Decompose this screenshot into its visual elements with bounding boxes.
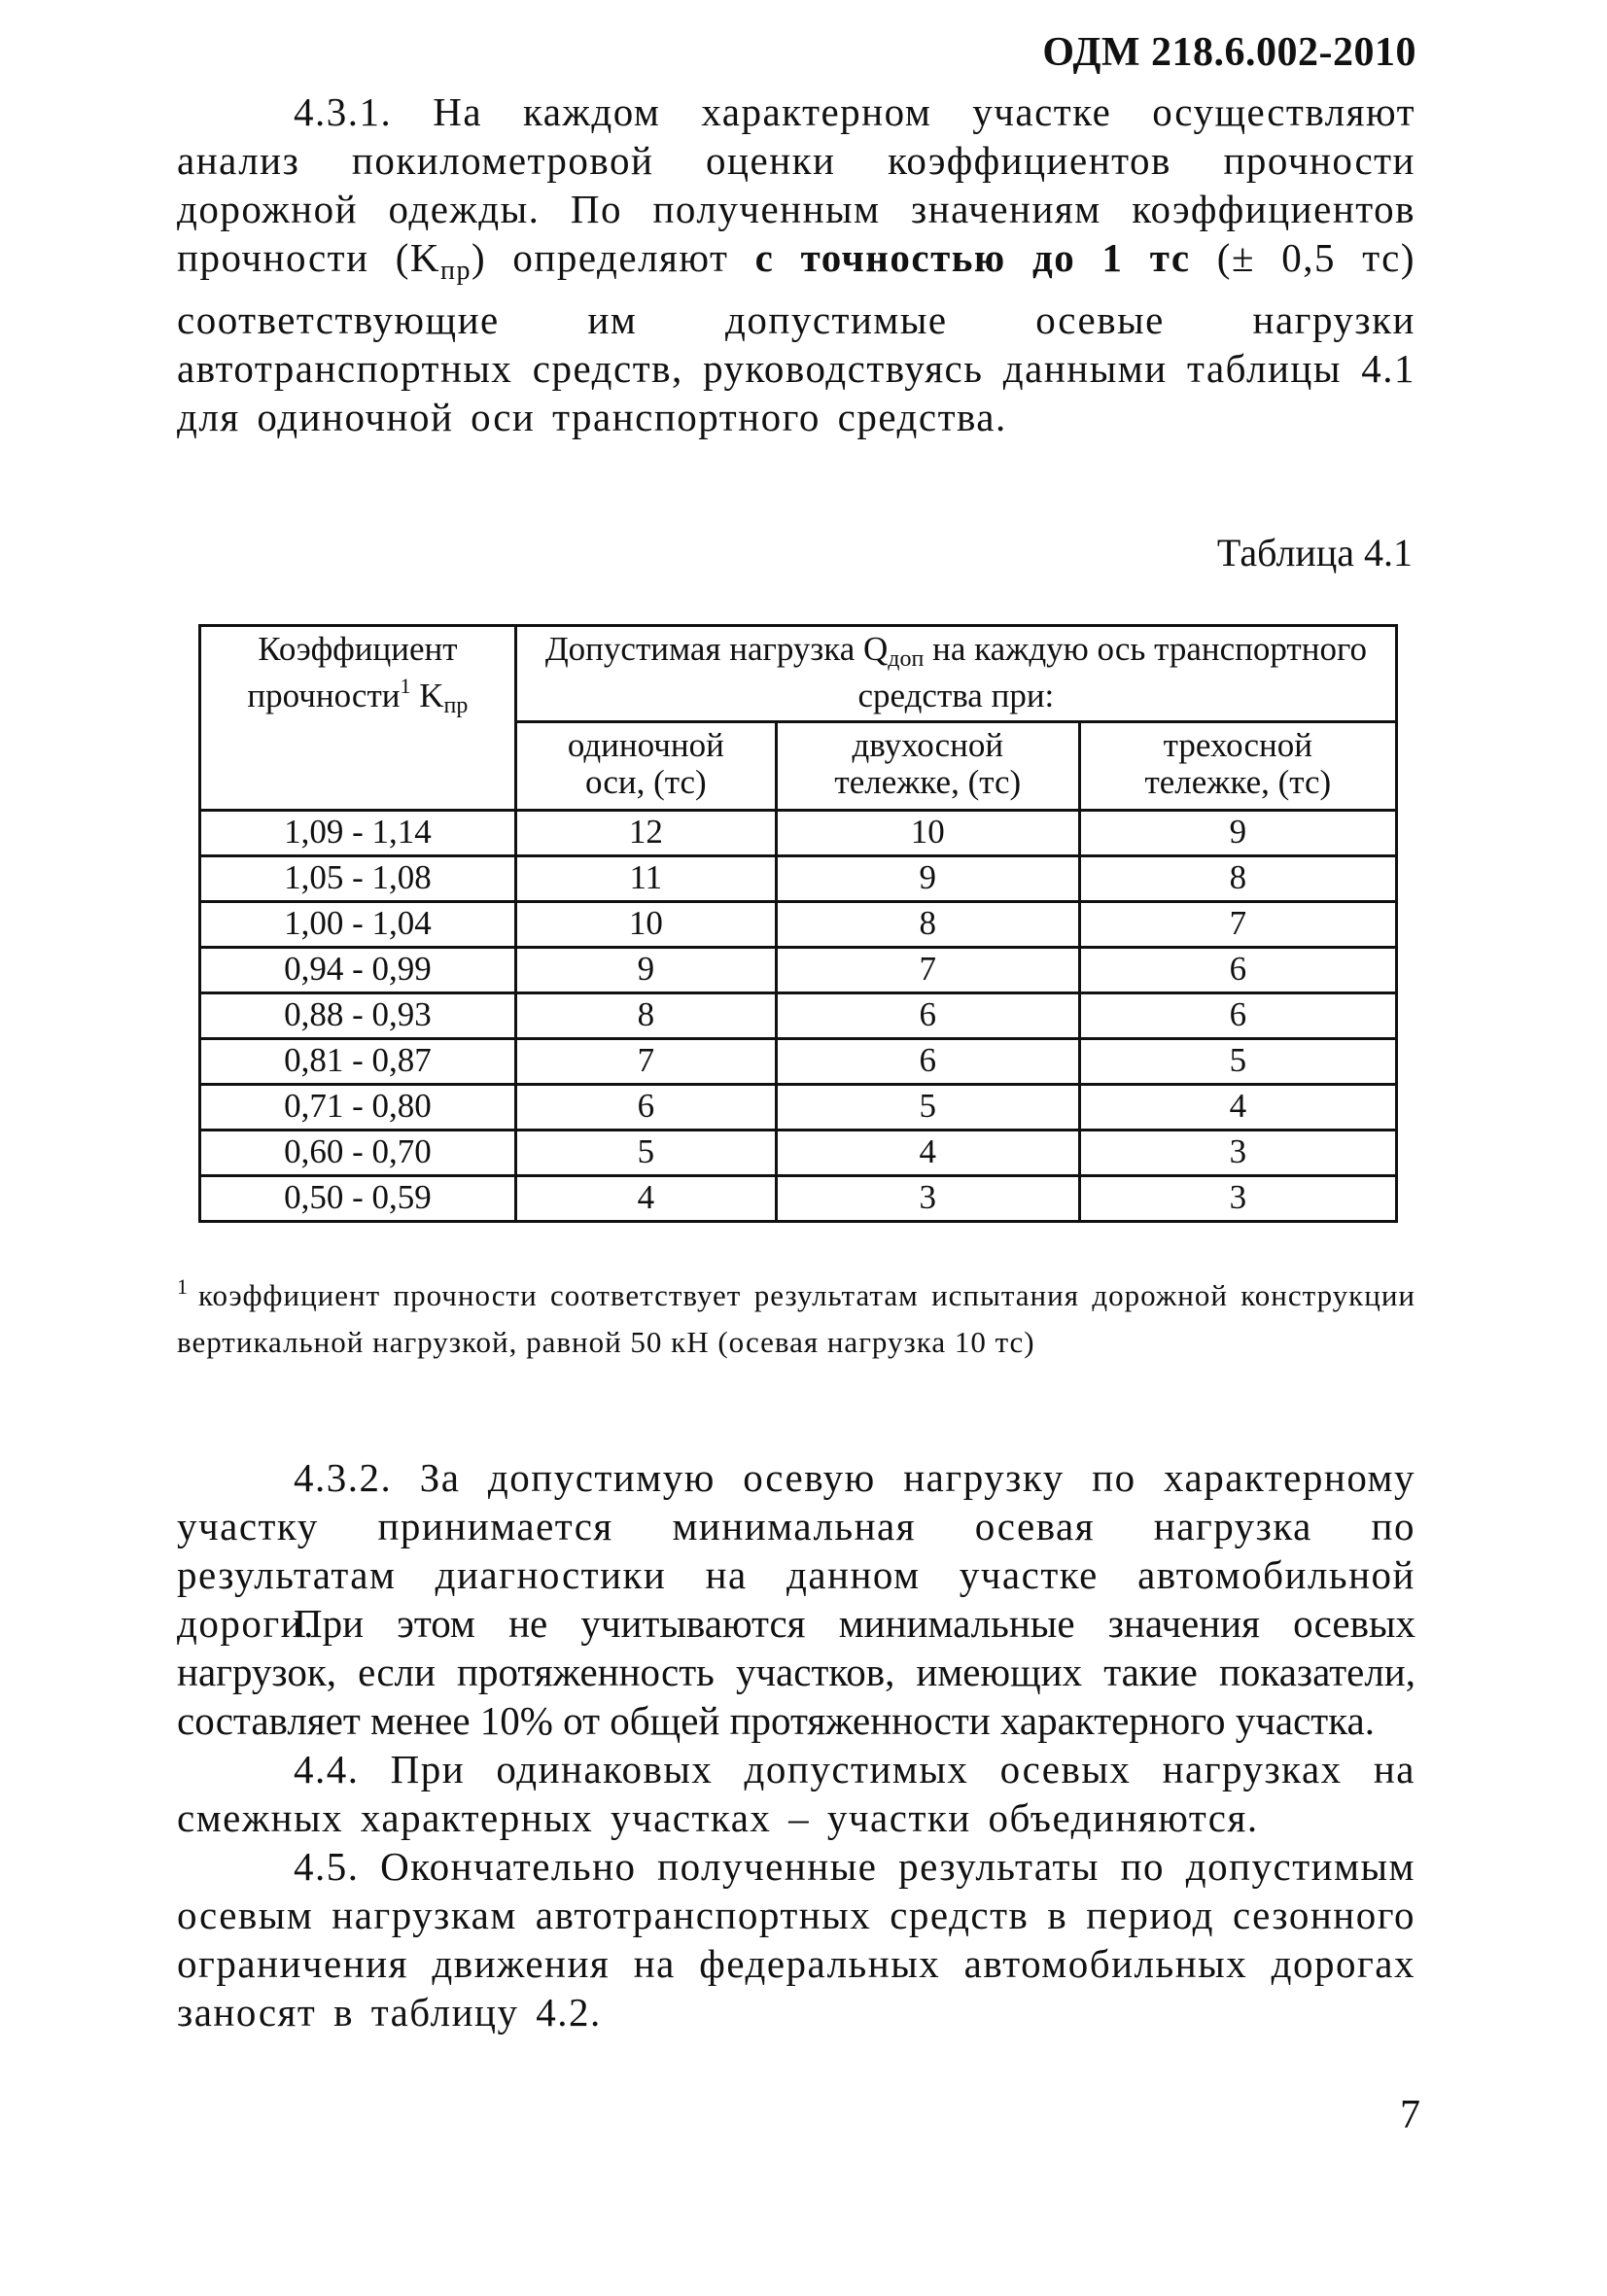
table-cell: 3 xyxy=(1079,1131,1396,1176)
table-cell: 12 xyxy=(515,811,776,856)
table-cell: 7 xyxy=(515,1039,776,1085)
paragraph-4-4: 4.4. При одинаковых допустимых осевых нагрузках на смежных характерных участках – участки объединяются. xyxy=(177,1747,1415,1840)
allowable-load-text-b: на каждую ось транспортного средства при: xyxy=(857,630,1367,714)
k-subscript: пр xyxy=(440,256,472,286)
table-cell: 6 xyxy=(776,993,1079,1039)
q-subscript: доп xyxy=(888,646,925,672)
table-cell: 1,09 - 1,14 xyxy=(200,811,516,856)
paragraph-4-3-1 xyxy=(177,87,1415,441)
strength-coefficient-header-line2 xyxy=(201,668,514,724)
footnote-ref: 1 xyxy=(400,674,411,698)
table-cell: 4 xyxy=(776,1131,1079,1176)
table-row xyxy=(200,948,1397,993)
table-cell: 4 xyxy=(1079,1085,1396,1131)
two-axle-bogie-header xyxy=(776,722,1079,811)
footnote-mark: 1 xyxy=(177,1274,189,1299)
paragraph-4-3-1-text-b: ) определяют xyxy=(472,235,755,280)
table-cell: 5 xyxy=(1079,1039,1396,1085)
table-footnote xyxy=(177,1264,1415,1366)
table-cell: 3 xyxy=(1079,1176,1396,1222)
table-row xyxy=(200,1131,1397,1176)
three-axle-header-line1: трехосной xyxy=(1163,726,1312,764)
paragraph-4-3-2: 4.3.2. За допустимую осевую нагрузку по характерному участку принимается минимальная осевая нагрузка по результатам диагностики на данном участке автомобильной дороги. xyxy=(177,1455,1415,1646)
table-cell: 8 xyxy=(515,993,776,1039)
table-cell: 0,81 - 0,87 xyxy=(200,1039,516,1085)
three-axle-header-line2: тележке, (тс) xyxy=(1144,763,1332,801)
table-cell: 9 xyxy=(776,856,1079,902)
table-cell: 0,88 - 0,93 xyxy=(200,993,516,1039)
axle-load-table xyxy=(198,624,1398,1223)
table-cell: 10 xyxy=(776,811,1079,856)
table-row xyxy=(200,1085,1397,1131)
allowable-load-header xyxy=(515,626,1396,722)
table-cell: 5 xyxy=(515,1131,776,1176)
table-cell: 4 xyxy=(515,1176,776,1222)
table-row xyxy=(200,1176,1397,1222)
two-axle-header-line1: двухосной xyxy=(852,726,1004,764)
table-cell: 6 xyxy=(1079,993,1396,1039)
paragraph-4-3-1-text-c: (± 0,5 тс) соответствующие им допустимые осевые нагрузки автотранспортных средств, руководствуясь данными таблицы 4.1 для одиночной оси транспортного средства. xyxy=(177,235,1415,439)
table-header-row xyxy=(200,626,1397,722)
table-cell: 1,00 - 1,04 xyxy=(200,902,516,948)
table-row xyxy=(200,993,1397,1039)
table-cell: 9 xyxy=(515,948,776,993)
table-row xyxy=(200,1039,1397,1085)
table-caption: Таблица 4.1 xyxy=(1216,531,1413,574)
table-cell: 9 xyxy=(1079,811,1396,856)
allowable-load-text-a: Допустимая нагрузка Q xyxy=(544,630,889,668)
page-number: 7 xyxy=(1400,2093,1420,2138)
table-cell: 6 xyxy=(1079,948,1396,993)
table-row xyxy=(200,902,1397,948)
table-cell: 0,71 - 0,80 xyxy=(200,1085,516,1131)
table-cell: 7 xyxy=(1079,902,1396,948)
table-cell: 6 xyxy=(515,1085,776,1131)
paragraph-4-3-1-text-a: 4.3.1. На каждом характерном участке осуществляют анализ покилометровой оценки коэффициентов прочности дорожной одежды. По полученным значениям коэффициентов прочности (K xyxy=(177,89,1415,280)
table-cell: 8 xyxy=(1079,856,1396,902)
single-axle-header-line1: одиночной xyxy=(567,726,724,764)
strength-coefficient-header-line1: Коэффициент xyxy=(258,630,458,668)
table-cell: 3 xyxy=(776,1176,1079,1222)
table-cell: 1,05 - 1,08 xyxy=(200,856,516,902)
table-row xyxy=(200,856,1397,902)
k-subscript-header: пр xyxy=(443,693,469,718)
table-row xyxy=(200,811,1397,856)
table-cell: 0,94 - 0,99 xyxy=(200,948,516,993)
single-axle-header xyxy=(515,722,776,811)
k-symbol: K xyxy=(410,677,444,714)
accuracy-emphasis: с точностью до 1 тс xyxy=(754,235,1191,280)
table-cell: 7 xyxy=(776,948,1079,993)
table-cell: 10 xyxy=(515,902,776,948)
single-axle-header-line2: оси, (тс) xyxy=(584,763,707,801)
table-cell: 0,50 - 0,59 xyxy=(200,1176,516,1222)
document-id: ОДМ 218.6.002-2010 xyxy=(1042,30,1416,75)
footnote-text: коэффициент прочности соответствует результатам испытания дорожной конструкции вертикальной нагрузкой, равной 50 кН (осевая нагрузка 10 тс) xyxy=(177,1278,1415,1359)
table-cell: 0,60 - 0,70 xyxy=(200,1131,516,1176)
paragraph-4-5: 4.5. Окончательно полученные результаты по допустимым осевым нагрузкам автотранспортных средств в период сезонного ограничения движения на федеральных автомобильных дорогах заносят в таблицу 4.2. xyxy=(177,1844,1415,2035)
two-axle-header-line2: тележке, (тс) xyxy=(834,763,1022,801)
table-cell: 11 xyxy=(515,856,776,902)
paragraph-note: При этом не учитываются минимальные значения осевых нагрузок, если протяженность участков, имеющих такие показатели, составляет менее 10% от общей протяженности характерного участка. xyxy=(177,1601,1415,1743)
table-cell: 8 xyxy=(776,902,1079,948)
table-cell: 6 xyxy=(776,1039,1079,1085)
strength-word: прочности xyxy=(247,677,401,714)
three-axle-bogie-header xyxy=(1079,722,1396,811)
strength-coefficient-header xyxy=(200,626,516,811)
table-cell: 5 xyxy=(776,1085,1079,1131)
